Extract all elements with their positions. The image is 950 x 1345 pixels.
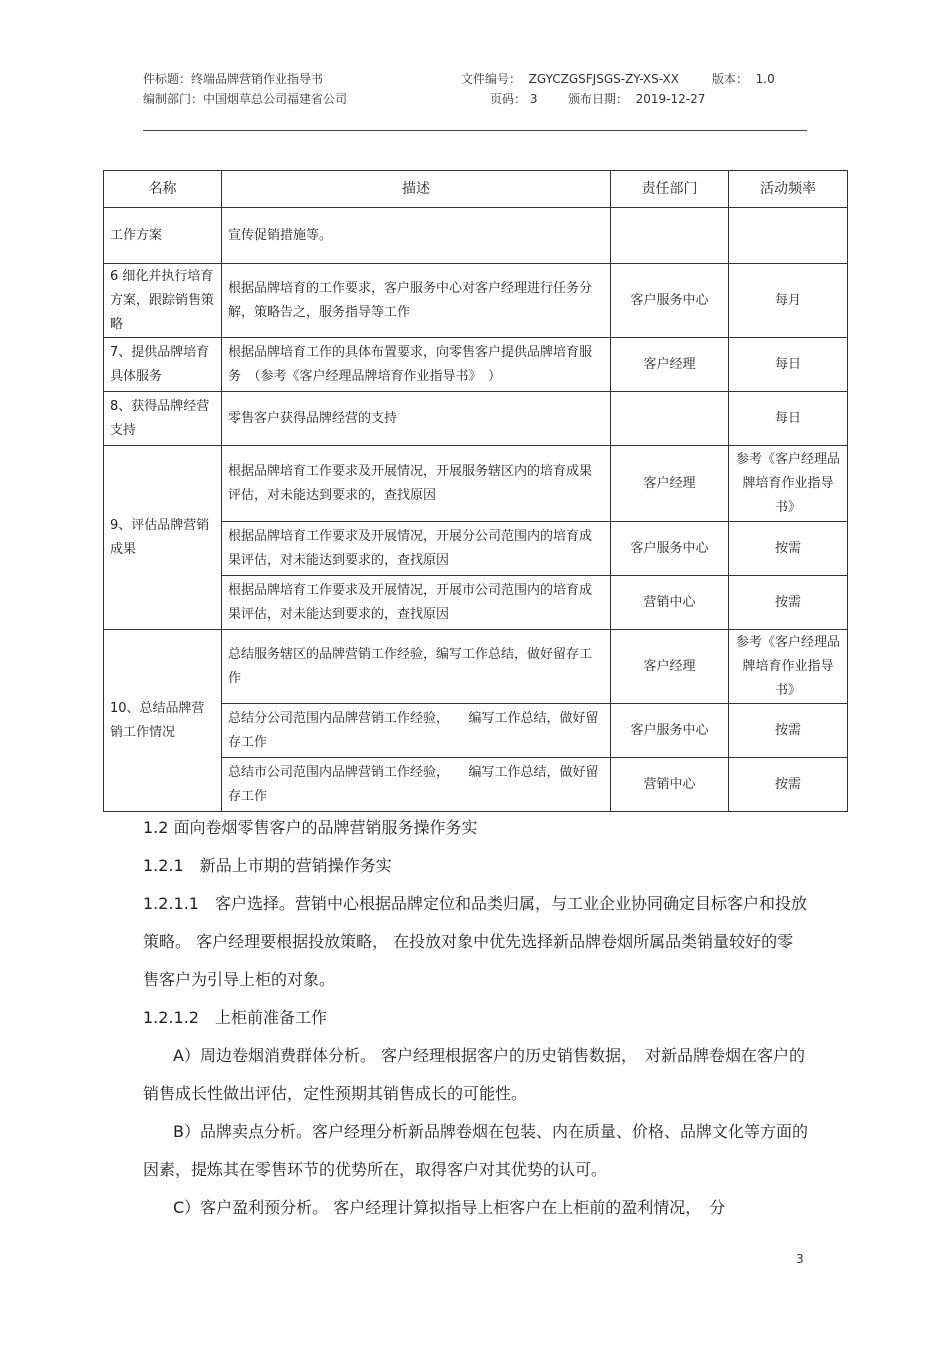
cell-desc: 零售客户获得品牌经营的支持 [222, 392, 611, 446]
header-date [568, 90, 705, 107]
header-version-value: 1.0 [755, 72, 775, 86]
cell-freq: 按需 [729, 522, 848, 576]
table-row [104, 264, 848, 338]
cell-freq: 每日 [729, 338, 848, 392]
header-divider [143, 130, 807, 131]
cell-dept [611, 392, 729, 446]
cell-desc: 根据品牌培育工作要求及开展情况，开展分公司范围内的培育成果评估，对未能达到要求的，查找原因 [222, 522, 611, 576]
paragraph-1-2-1-1: 1.2.1.1 客户选择。营销中心根据品牌定位和品类归属，与工业企业协同确定目标客户和投放策略。 客户经理要根据投放策略， 在投放对象中优先选择新品牌卷烟所属品类销量较好的零售客户为引导上柜的对象。 [143, 894, 807, 989]
cell-dept: 客户服务中心 [611, 264, 729, 338]
table-row [104, 446, 848, 522]
paragraph-c: C）客户盈利预分析。 客户经理计算拟指导上柜客户在上柜前的盈利情况， 分 [173, 1198, 726, 1217]
cell-dept: 客户经理 [611, 338, 729, 392]
section-heading-1-2: 1.2 面向卷烟零售客户的品牌营销服务操作务实 [143, 818, 478, 837]
cell-freq: 每日 [729, 392, 848, 446]
cell-dept: 营销中心 [611, 758, 729, 812]
cell-desc: 总结市公司范围内品牌营销工作经验， 编写工作总结，做好留存工作 [222, 758, 611, 812]
header-page [490, 90, 537, 107]
body-section [143, 809, 808, 1227]
cell-name: 6 细化并执行培育方案，跟踪销售策略 [104, 264, 222, 338]
header-page-value: 3 [529, 92, 538, 106]
header-dept [143, 90, 347, 107]
header-dept-value: 中国烟草总公司福建省公司 [203, 92, 348, 106]
header-page-label: 页码： [490, 92, 527, 106]
cell-freq: 每月 [729, 264, 848, 338]
process-table [103, 170, 848, 812]
cell-name: 8、获得品牌经营支持 [104, 392, 222, 446]
header-date-label: 颁布日期： [568, 92, 629, 106]
paragraph-b: B）品牌卖点分析。客户经理分析新品牌卷烟在包装、内在质量、价格、品牌文化等方面的因素，提炼其在零售环节的优势所在，取得客户对其优势的认可。 [143, 1122, 808, 1179]
cell-dept: 客户经理 [611, 446, 729, 522]
header-title-label: 件标题： [143, 72, 192, 86]
page-number: 3 [796, 1252, 804, 1266]
table-header-row [104, 171, 848, 208]
col-header-dept: 责任部门 [611, 171, 729, 208]
col-header-freq: 活动频率 [729, 171, 848, 208]
cell-name: 7、提供品牌培育具体服务 [104, 338, 222, 392]
cell-freq: 按需 [729, 704, 848, 758]
cell-freq: 按需 [729, 758, 848, 812]
cell-freq: 按需 [729, 576, 848, 630]
cell-desc: 根据品牌培育工作要求及开展情况，开展市公司范围内的培育成果评估，对未能达到要求的，查找原因 [222, 576, 611, 630]
cell-name: 工作方案 [104, 208, 222, 264]
header-version [712, 70, 775, 87]
cell-dept: 客户服务中心 [611, 522, 729, 576]
header-doc-no-value: ZGYCZGSFJSGS-ZY-XS-XX [528, 72, 679, 86]
cell-desc: 根据品牌培育工作要求及开展情况，开展服务辖区内的培育成果评估，对未能达到要求的，查找原因 [222, 446, 611, 522]
cell-dept: 营销中心 [611, 576, 729, 630]
table-row [104, 338, 848, 392]
cell-desc: 根据品牌培育工作的具体布置要求，向零售客户提供品牌培育服务 （参考《客户经理品牌培育作业指导书》 ） [222, 338, 611, 392]
cell-desc: 总结分公司范围内品牌营销工作经验， 编写工作总结，做好留存工作 [222, 704, 611, 758]
paragraph-a: A）周边卷烟消费群体分析。 客户经理根据客户的历史销售数据， 对新品牌卷烟在客户的销售成长性做出评估，定性预期其销售成长的可能性。 [143, 1046, 806, 1103]
header-doc-no [461, 70, 679, 87]
header-title-value: 终端品牌营销作业指导书 [191, 72, 324, 86]
header-doc-no-label: 文件编号： [461, 72, 522, 86]
cell-name: 9、评估品牌营销成果 [104, 446, 222, 630]
cell-dept [611, 208, 729, 264]
col-header-name: 名称 [104, 171, 222, 208]
cell-dept: 客户经理 [611, 630, 729, 704]
cell-freq: 参考《客户经理品牌培育作业指导书》 [729, 446, 848, 522]
cell-dept: 客户服务中心 [611, 704, 729, 758]
header-version-label: 版本： [712, 72, 749, 86]
cell-desc: 根据品牌培育的工作要求，客户服务中心对客户经理进行任务分解，策略告之，服务指导等工作 [222, 264, 611, 338]
table-row [104, 392, 848, 446]
cell-freq [729, 208, 848, 264]
header-title [143, 70, 323, 87]
cell-name: 10、总结品牌营销工作情况 [104, 630, 222, 812]
cell-desc: 总结服务辖区的品牌营销工作经验，编写工作总结，做好留存工作 [222, 630, 611, 704]
section-heading-1-2-1: 1.2.1 新品上市期的营销操作务实 [143, 856, 392, 875]
table-row [104, 208, 848, 264]
cell-desc: 宣传促销措施等。 [222, 208, 611, 264]
col-header-desc: 描述 [222, 171, 611, 208]
table-row [104, 630, 848, 704]
cell-freq: 参考《客户经理品牌培育作业指导书》 [729, 630, 848, 704]
section-heading-1-2-1-2: 1.2.1.2 上柜前准备工作 [143, 1008, 327, 1027]
header-dept-label: 编制部门： [143, 92, 204, 106]
header-date-value: 2019-12-27 [635, 92, 706, 106]
